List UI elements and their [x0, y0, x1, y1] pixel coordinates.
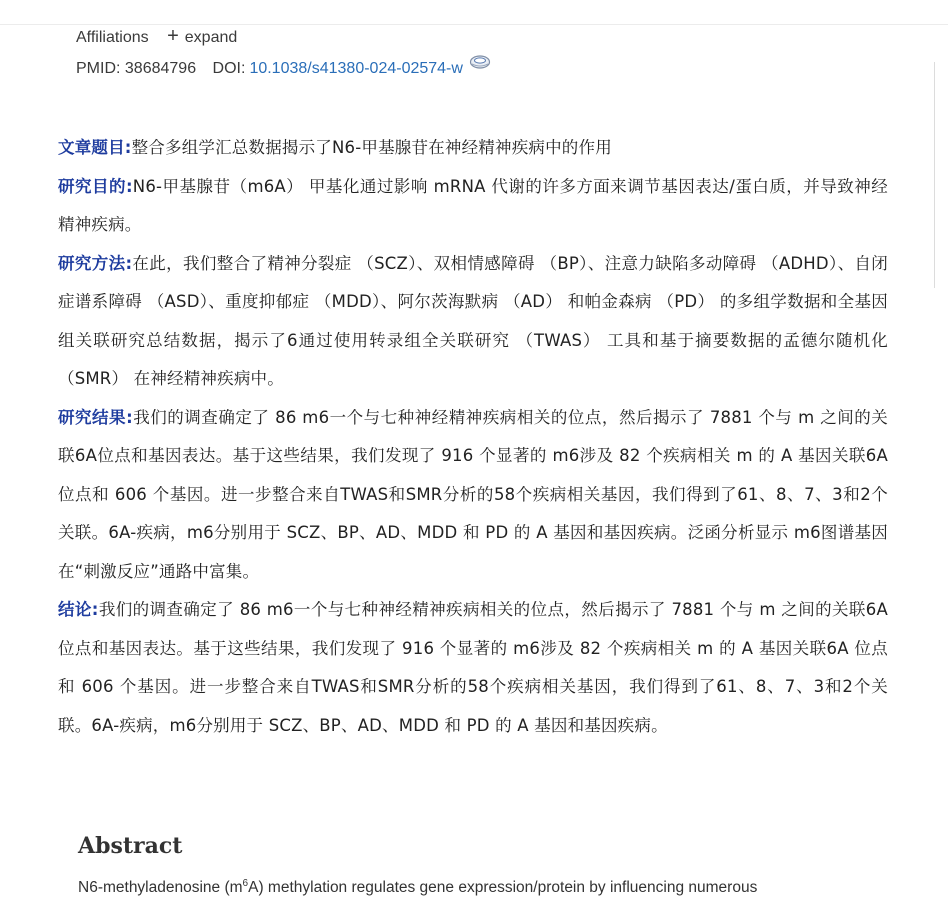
conclusion-text: 我们的调查确定了 86 m6一个与七种神经精神疾病相关的位点，然后揭示了 7881 个与 m 之间的关联6A位点和基因表达。基于这些结果，我们发现了 916 个显著的 m6涉及 82 个疾病相关 m 的 A 基因关联6A 位点和 606 个基因。进一步整合来自TWAS和SMR分析的58个疾病相关基因，我们得到了61、8、7、3和2个关联。6A-疾病，m6分别用于 SCZ、BP、AD、MDD 和 PD 的 A 基因和基因疾病。 — [58, 600, 888, 735]
results-label: 研究结果: — [58, 407, 133, 427]
methods-text: 在此，我们整合了精神分裂症 （SCZ）、双相情感障碍 （BP）、注意力缺陷多动障碍 （ADHD）、自闭症谱系障碍 （ASD）、重度抑郁症 （MDD）、阿尔茨海默病 （AD） 和帕金森病 （PD） 的多组学数据和全基因组关联研究总结数据，揭示了6通过使用转录组全关联研究 （TWAS） 工具和基于摘要数据的孟德尔随机化 （SMR） 在神经精神疾病中。 — [58, 253, 888, 388]
title-text: 整合多组学汇总数据揭示了N6-甲基腺苷在神经精神疾病中的作用 — [131, 138, 612, 157]
doi-link[interactable]: 10.1038/s41380-024-02574-w — [249, 60, 463, 77]
abstract-heading: Abstract — [78, 833, 183, 859]
abstract-superscript: 6 — [242, 877, 249, 889]
chinese-summary — [58, 129, 888, 745]
identifiers-row — [76, 56, 491, 82]
right-edge-divider — [934, 62, 935, 288]
expand-label: expand — [184, 29, 238, 46]
summary-results-paragraph — [58, 399, 888, 592]
purpose-label: 研究目的: — [58, 176, 133, 196]
title-label: 文章题目: — [58, 138, 132, 157]
abstract-text-start: N6-methyladenosine (m — [78, 879, 243, 896]
summary-purpose-paragraph — [58, 168, 888, 245]
methods-label: 研究方法: — [58, 253, 133, 273]
summary-title-paragraph — [58, 129, 888, 168]
conclusion-label: 结论: — [58, 600, 99, 619]
affiliations-expand-toggle[interactable] — [167, 25, 238, 47]
abstract-text — [78, 877, 757, 899]
summary-methods-paragraph — [58, 245, 888, 399]
results-text: 我们的调查确定了 86 m6一个与七种神经精神疾病相关的位点，然后揭示了 7881 个与 m 之间的关联6A位点和基因表达。基于这些结果，我们发现了 916 个显著的 m6涉及 82 个疾病相关 m 的 A 基因关联6A 位点和 606 个基因。进一步整合来自TWAS和SMR分析的58个疾病相关基因，我们得到了61、8、7、3和2个关联。6A-疾病，m6分别用于 SCZ、BP、AD、MDD 和 PD 的 A 基因和基因疾病。泛函分析显示 m6图谱基因在“刺激反应”通路中富集。 — [58, 407, 888, 581]
pmid-value: 38684796 — [124, 60, 197, 77]
pmid-label: PMID: — [76, 60, 121, 77]
abstract-text-end: A) methylation regulates gene expression/protein by influencing numerous — [248, 879, 758, 896]
full-text-link-icon[interactable] — [469, 53, 491, 69]
summary-conclusion-paragraph — [58, 591, 888, 745]
affiliations-row — [76, 24, 237, 48]
purpose-text: N6-甲基腺苷（m6A） 甲基化通过影响 mRNA 代谢的许多方面来调节基因表达/蛋白质，并导致神经精神疾病。 — [58, 176, 888, 234]
doi-label: DOI: — [212, 60, 246, 77]
plus-icon: + — [167, 25, 179, 47]
affiliations-label: Affiliations — [76, 29, 149, 46]
